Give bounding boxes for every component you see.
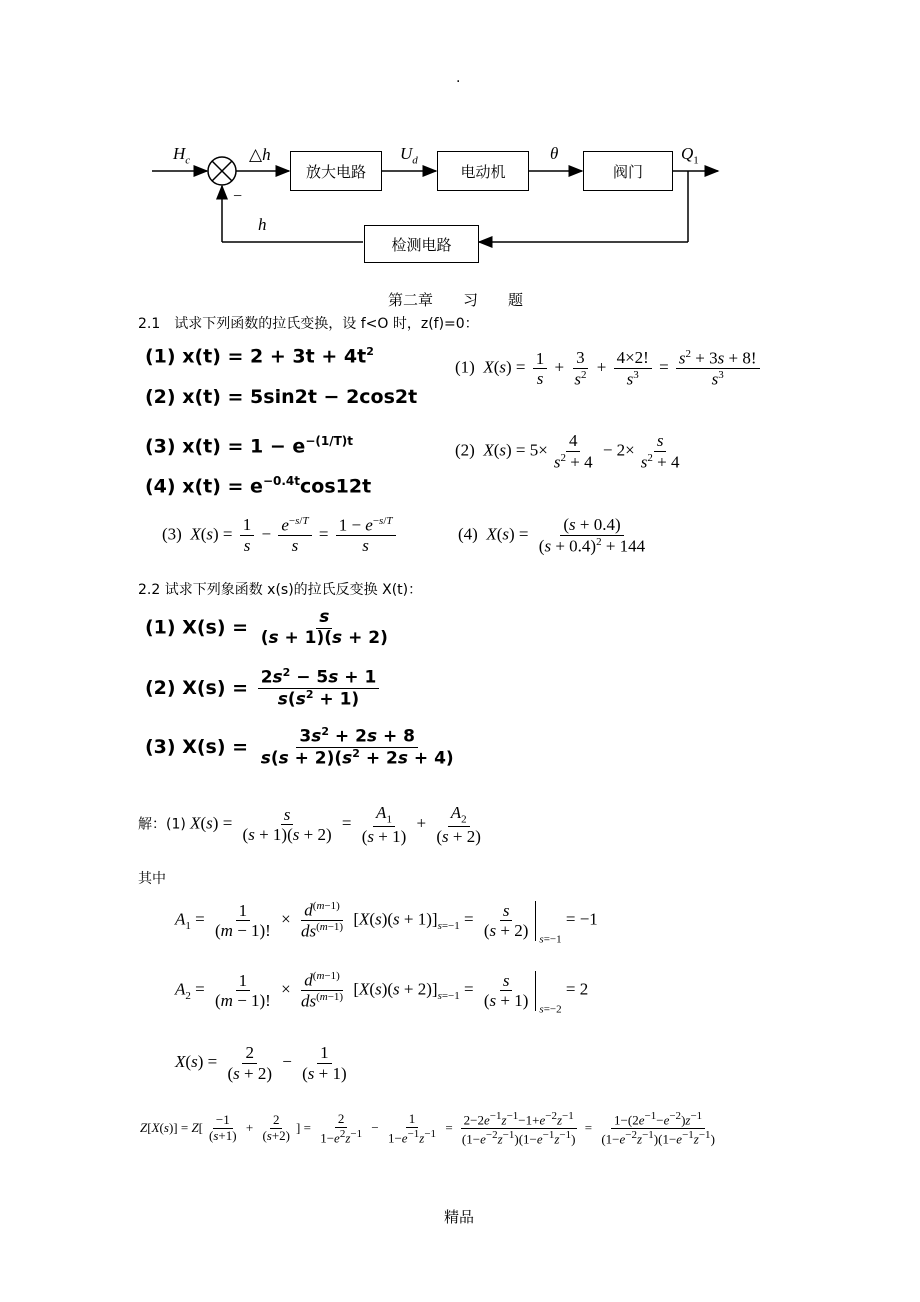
problem-2-1-heading: 2.1 试求下列函数的拉氏变换，设 f<O 时，z(f)=0：: [138, 316, 479, 332]
func-2-1-3: (3) $x(t) = 1 - e^{-(1/T)t}$: [145, 434, 353, 458]
output-label: $Q_1$: [681, 144, 699, 167]
chapter-title: 第二章 习 题: [388, 291, 524, 309]
solution-label: 解：(1): [138, 816, 186, 833]
a1-result: = −1: [565, 909, 598, 929]
detector-block: 检测电路: [364, 225, 479, 263]
amplifier-block: 放大电路: [290, 151, 382, 191]
problem-2-2-heading: 2.2 试求下列象函数 x(s)的拉氏反变换 X(t)：: [138, 582, 423, 598]
error-label: △h: [249, 145, 271, 164]
func-2-2-2: (2) X(s) = $\frac{2s^2 - 5s + 1}{s(s^2 + 1)}$: [145, 667, 382, 710]
answer-2-1-4: (4) X(s) = $\frac{(s + 0.4)}{(s + 0.4)^2 + 144}$: [458, 515, 646, 556]
z-transform-equation: Z[X(s)] = Z[ $\frac{-1}{(s+1)}$ + $\frac{2}{(s+2)}$ ] = $\frac{2}{1-e^2z^{-1}}$ − $\frac{1}{1-e^{-1}z^{-1}}$ = $\frac{2-2e^{-1}z^{-1}-1+e^{-2}z^{-1}}{(1-e^{-2}z^{-1})(1-e^{-1}z^{-1})}$ = $\frac{1-(2e^{-1}-e^{-2})z^{-1}}{(1-e^{-2}z^{-1})(1-e^{-1}z^{-1})}$: [140, 1110, 715, 1147]
signal-ud: $U_d$: [400, 144, 418, 167]
valve-block: 阀门: [583, 151, 673, 191]
func-2-2-3: (3) X(s) = $\frac{3s^2 + 2s + 8}{s(s + 2)(s^2 + 2s + 4)}$: [145, 725, 454, 769]
func-2-1-4: (4) $x(t) = e^{-0.4t}\cos 12t$: [145, 474, 372, 498]
feedback-label: h: [258, 215, 267, 234]
a2-equation: $A_2$ = $\frac{1}{(m - 1)!}$ × $\frac{d^{(m-1)}}{ds^{(m-1)}}$ $[X(s)(s + 2)]_{s=-1}$ = $\frac{s}{(s + 1)}$ $_{s=-2}$ = 2: [175, 970, 589, 1016]
page-footer: 精品: [444, 1208, 475, 1226]
answer-2-1-3: (3) X(s) = $\frac{1}{s}$ − $\frac{e^{-s/T}}{s}$ = $\frac{1 - e^{-s/T}}{s}$: [162, 515, 399, 556]
xs-decomposition: X(s) = $\frac{2}{(s + 2)}$ − $\frac{1}{(s + 1)}$: [175, 1043, 347, 1083]
minus-sign: −: [233, 188, 243, 205]
func-2-1-1: (1) $x(t) = 2 + 3t + 4t^2$: [145, 345, 374, 368]
top-mark: .: [456, 70, 461, 86]
func-2-1-2: (2) x(t) = 5sin2t − 2cos2t: [145, 386, 418, 408]
motor-block: 电动机: [437, 151, 529, 191]
where-label: 其中: [138, 871, 166, 887]
answer-2-1-2: (2) X(s) = 5× $\frac{4}{s^2 + 4}$ − 2× $\frac{s}{s^2 + 4}$: [455, 431, 680, 472]
signal-theta: θ: [550, 144, 559, 163]
a1-equation: $A_1$ = $\frac{1}{(m - 1)!}$ × $\frac{d^{(m-1)}}{ds^{(m-1)}}$ $[X(s)(s + 1)]_{s=-1}$ = $\frac{s}{(s + 2)}$ $_{s=-1}$ = −1: [175, 900, 598, 946]
input-label: $H_c$: [173, 144, 191, 167]
solution-line-1: 解：(1) X(s) = $\frac{s}{(s + 1)(s + 2)}$ = $\frac{A_1}{(s + 1)}$ + $\frac{A_2}{(s + 2)}$: [138, 803, 481, 847]
a2-result: = 2: [565, 979, 589, 999]
answer-2-1-1: (1) X(s) = $\frac{1}{s}$ + $\frac{3}{s^2}$ + $\frac{4\times 2!}{s^3}$ = $\frac{s^2 + 3s + 8!}{s^3}$: [455, 348, 763, 389]
func-2-2-1: (1) X(s) = $\frac{s}{(s + 1)(s + 2)}$: [145, 607, 388, 648]
